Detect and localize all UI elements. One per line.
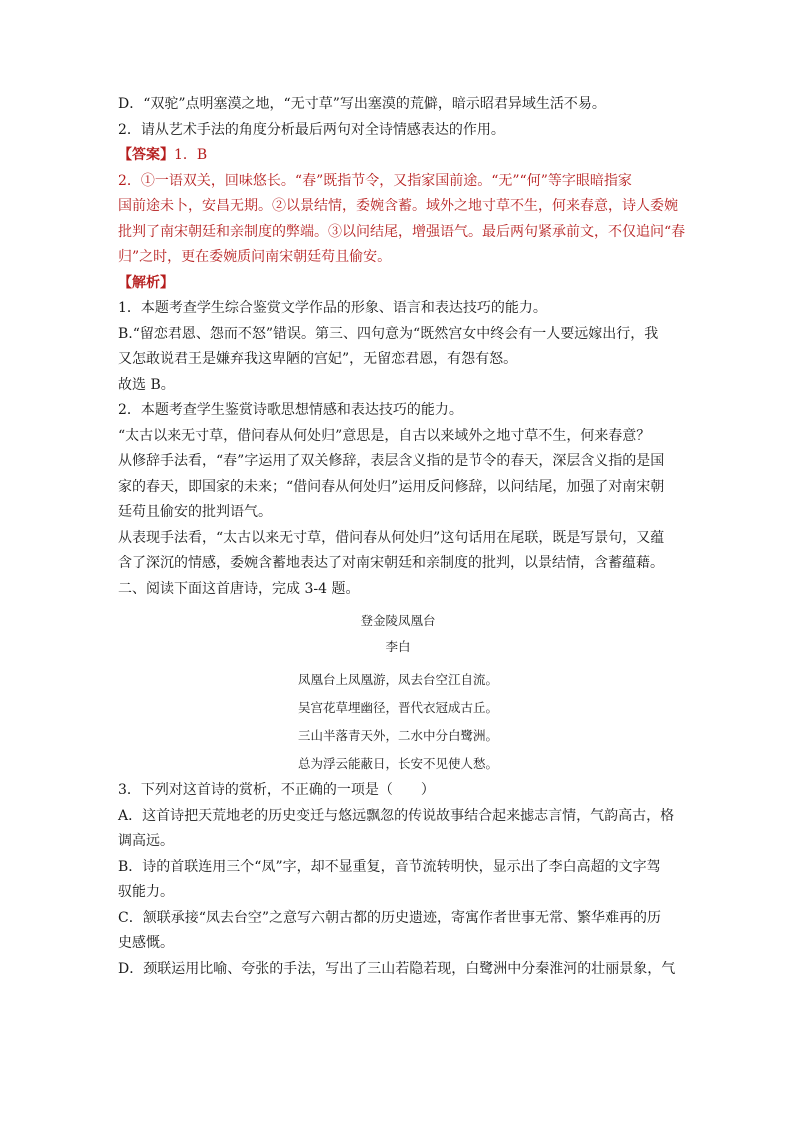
answer-tag: 【答案】 bbox=[118, 147, 174, 163]
answer-2-line: 批判了南宋朝廷和亲制度的弊端。③以问结尾，增强语气。最后两句紧承前文，不仅追问“春 bbox=[118, 223, 686, 240]
q3-option-b-cont: 驭能力。 bbox=[118, 884, 174, 900]
poem-line: 吴宫花草埋幽径，晋代衣冠成古丘。 bbox=[297, 700, 498, 715]
poem-line: 三山半落青天外，二水中分白鹭洲。 bbox=[297, 728, 498, 743]
analysis-line: B.“留恋君恩、怨而不怒”错误。第三、四句意为“既然宫女中终会有一人要远嫁出行，我 bbox=[118, 325, 659, 342]
analysis-line: 家的春天，即国家的未来；“借问春从何处归”运用反问修辞，以问结尾，加强了对南宋朝 bbox=[118, 478, 665, 495]
analysis-line: 从表现手法看，“太古以来无寸草，借问春从何处归”这句话用在尾联，既是写景句，又蕴 bbox=[118, 529, 665, 546]
document-page bbox=[118, 92, 686, 982]
answer-2-line: 2．①一语双关，回味悠长。“春”既指节令，又指家国前途。“无”“何”等字眼暗指家 bbox=[118, 172, 632, 189]
q3-option-a-cont: 调高远。 bbox=[118, 833, 174, 849]
analysis-line: 2．本题考查学生鉴赏诗歌思想情感和表达技巧的能力。 bbox=[118, 402, 463, 418]
q3-option-d: D．颈联运用比喻、夸张的手法，写出了三山若隐若现，白鹭洲中分秦淮河的壮丽景象，气 bbox=[118, 960, 676, 977]
answer-2-line: 归”之时，更在委婉质问南宋朝廷苟且偷安。 bbox=[118, 249, 392, 265]
q3-option-a: A．这首诗把天荒地老的历史变迁与悠远飘忽的传说故事结合起来摅志言情，气韵高古，格 bbox=[118, 807, 675, 824]
q3-option-b: B．诗的首联连用三个“凤”字，却不显重复，音节流转明快，显示出了李白高超的文字驾 bbox=[118, 858, 661, 875]
analysis-line: “太古以来无寸草，借问春从何处归”意思是，自古以来域外之地寸草不生，何来春意？ bbox=[118, 427, 651, 444]
q3-option-c: C．颔联承接“凤去台空”之意写六朝古都的历史遗迹，寄寓作者世事无常、繁华难再的历 bbox=[118, 909, 662, 926]
analysis-line: 故选 B。 bbox=[118, 376, 175, 393]
answer-block-header bbox=[118, 143, 678, 169]
q3-stem: 3．下列对这首诗的赏析，不正确的一项是（ ） bbox=[118, 782, 435, 798]
poem-author: 李白 bbox=[385, 639, 411, 654]
q1-option-d: D．“双驼”点明塞漠之地，“无寸草”写出塞漠的荒僻，暗示昭君异域生活不易。 bbox=[118, 96, 606, 112]
analysis-line: 含了深沉的情感，委婉含蓄地表达了对南宋朝廷和亲制度的批判，以景结情，含蓄蕴藉。 bbox=[118, 555, 664, 571]
analysis-line: 又怎敢说君王是嫌弃我这卑陋的宫妃”，无留恋君恩，有怨有怒。 bbox=[118, 351, 518, 367]
analysis-line: 从修辞手法看，“春”字运用了双关修辞，表层含义指的是节令的春天，深层含义指的是国 bbox=[118, 453, 665, 469]
q2-stem: 2．请从艺术手法的角度分析最后两句对全诗情感表达的作用。 bbox=[118, 121, 505, 138]
poem-line: 总为浮云能蔽日，长安不见使人愁。 bbox=[297, 756, 498, 771]
poem-line: 凤凰台上凤凰游，凤去台空江自流。 bbox=[297, 672, 498, 687]
section-heading: 二、阅读下面这首唐诗，完成 3-4 题。 bbox=[118, 580, 360, 597]
analysis-line: 廷苟且偷安的批判语气。 bbox=[118, 504, 272, 520]
q3-option-c-cont: 史感慨。 bbox=[118, 935, 174, 951]
analysis-line: 1．本题考查学生综合鉴赏文学作品的形象、语言和表达技巧的能力。 bbox=[118, 300, 547, 316]
poem-title: 登金陵凤凰台 bbox=[360, 613, 436, 628]
answer-1: 1．B bbox=[174, 147, 208, 163]
analysis-tag: 【解析】 bbox=[118, 274, 174, 291]
answer-2-line: 国前途未卜，安昌无期。②以景结情，委婉含蓄。域外之地寸草不生，何来春意，诗人委婉 bbox=[118, 198, 678, 214]
